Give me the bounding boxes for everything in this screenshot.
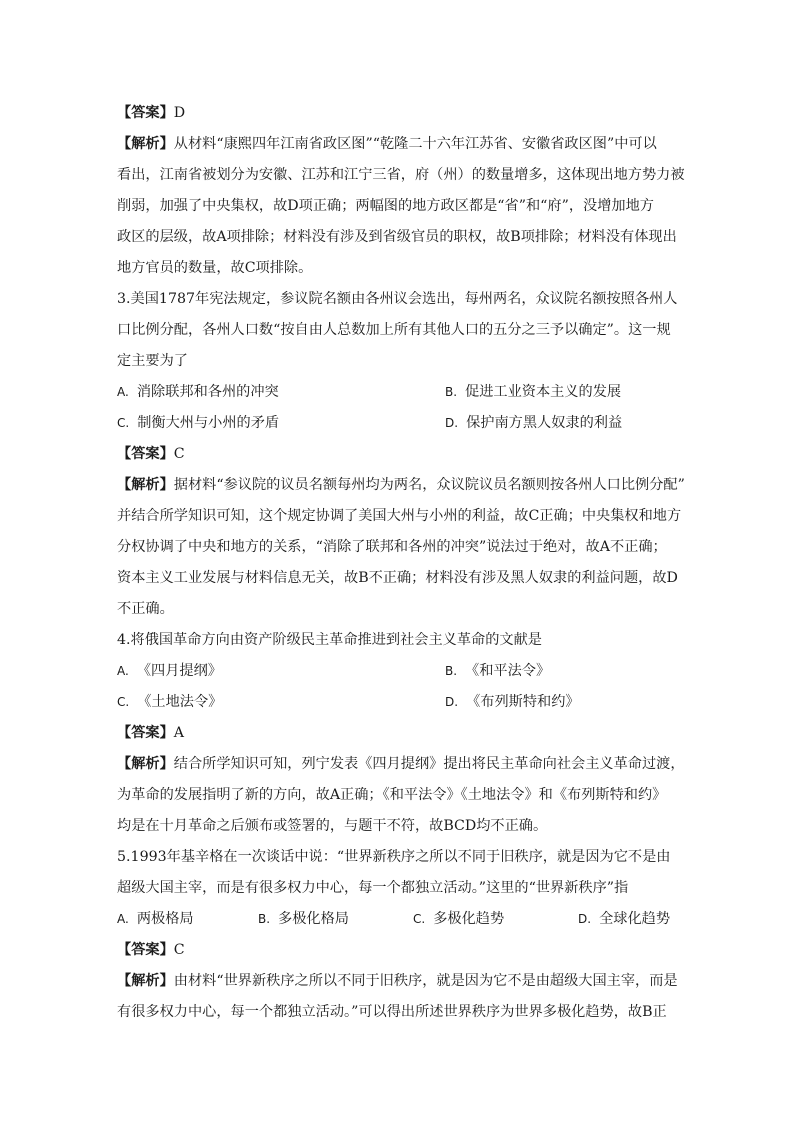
option-c: C. 制衡大州与小州的矛盾 [117,415,280,431]
option-b: B. 《和平法令》 [445,663,551,679]
analysis-line: 政区的层级，故A项排除；材料没有涉及到省级官员的职权，故B项排除；材料没有体现出 [117,229,677,245]
analysis-4 [117,749,685,842]
analysis-line: 从材料“康熙四年江南省政区图”“乾隆二十六年江苏省、安徽省政区图”中可以 [173,136,657,152]
answer-tag: 【答案】 [117,105,174,121]
document-page [117,98,685,1028]
analysis-line: 均是在十月革命之后颁布或签署的，与题干不符，故BCD均不正确。 [117,818,548,834]
answer-value: C [173,446,185,462]
answer-3 [117,439,677,470]
option-c: C. 《土地法令》 [117,694,223,710]
question-5 [117,842,677,904]
option-a: A. 两极格局 [117,911,194,927]
question-line: 5.1993年基辛格在一次谈话中说：“世界新秩序之所以不同于旧秩序，就是因为它不是由 [117,849,671,865]
analysis-line: 由材料“世界新秩序之所以不同于旧秩序，就是因为它不是由超级大国主宰，而是 [173,973,678,989]
analysis-line: 分权协调了中央和地方的关系，“消除了联邦和各州的冲突”说法过于绝对，故A不正确； [117,539,667,555]
analysis-line: 资本主义工业发展与材料信息无关，故B不正确；材料没有涉及黑人奴隶的利益问题，故D [117,570,678,586]
question-4 [117,625,677,656]
question-3 [117,284,677,377]
analysis-line: 据材料“参议院的议员名额每州均为两名，众议院议员名额则按各州人口比例分配” [173,477,685,493]
option-d: D. 全球化趋势 [578,911,671,927]
options-5 [117,904,677,935]
analysis-line: 削弱，加强了中央集权，故D项正确；两幅图的地方政区都是“省”和“府”，没增加地方 [117,198,654,214]
analysis-tag: 【解析】 [117,477,174,493]
analysis-line: 地方官员的数量，故C项排除。 [117,260,313,276]
option-d: D. 保护南方黑人奴隶的利益 [445,415,623,431]
analysis-line: 不正确。 [117,601,174,617]
question-line: 定主要为了 [117,353,188,369]
answer-value: A [173,725,185,741]
analysis-5 [117,966,677,1028]
analysis-line: 看出，江南省被划分为安徽、江苏和江宁三省，府（州）的数量增多，这体现出地方势力被 [117,167,685,183]
option-b: B. 多极化格局 [258,911,349,927]
answer-5 [117,935,677,966]
answer-value: C [173,942,185,958]
analysis-line: 并结合所学知识可知，这个规定协调了美国大州与小州的利益，故C正确；中央集权和地方 [117,508,682,524]
option-a: A. 《四月提纲》 [117,663,222,679]
option-a: A. 消除联邦和各州的冲突 [117,384,279,400]
analysis-tag: 【解析】 [117,973,174,989]
answer-tag: 【答案】 [117,446,174,462]
option-d: D. 《布列斯特和约》 [445,694,580,710]
analysis-line: 为革命的发展指明了新的方向，故A正确；《和平法令》《土地法令》和《布列斯特和约》 [117,787,667,803]
option-b: B. 促进工业资本主义的发展 [445,384,622,400]
question-line: 4.将俄国革命方向由资产阶级民主革命推进到社会主义革命的文献是 [117,632,542,648]
answer-2 [117,98,677,129]
options-3 [117,377,677,439]
analysis-line: 结合所学知识可知，列宁发表《四月提纲》提出将民主革命向社会主义革命过渡， [173,756,685,772]
analysis-tag: 【解析】 [117,756,174,772]
question-line: 3.美国1787年宪法规定，参议院名额由各州议会选出，每州两名，众议院名额按照各州人 [117,291,678,307]
answer-tag: 【答案】 [117,942,174,958]
answer-tag: 【答案】 [117,725,174,741]
analysis-tag: 【解析】 [117,136,174,152]
analysis-3 [117,470,685,625]
option-c: C. 多极化趋势 [413,911,505,927]
analysis-2 [117,129,685,284]
question-line: 超级大国主宰，而是有很多权力中心，每一个都独立活动。”这里的“世界新秩序”指 [117,880,629,896]
answer-4 [117,718,677,749]
question-line: 口比例分配，各州人口数“按自由人总数加上所有其他人口的五分之三予以确定”。这一规 [117,322,671,338]
options-4 [117,656,677,718]
analysis-line: 有很多权力中心，每一个都独立活动。”可以得出所述世界秩序为世界多极化趋势，故B正 [117,1004,667,1020]
answer-value: D [173,105,186,121]
